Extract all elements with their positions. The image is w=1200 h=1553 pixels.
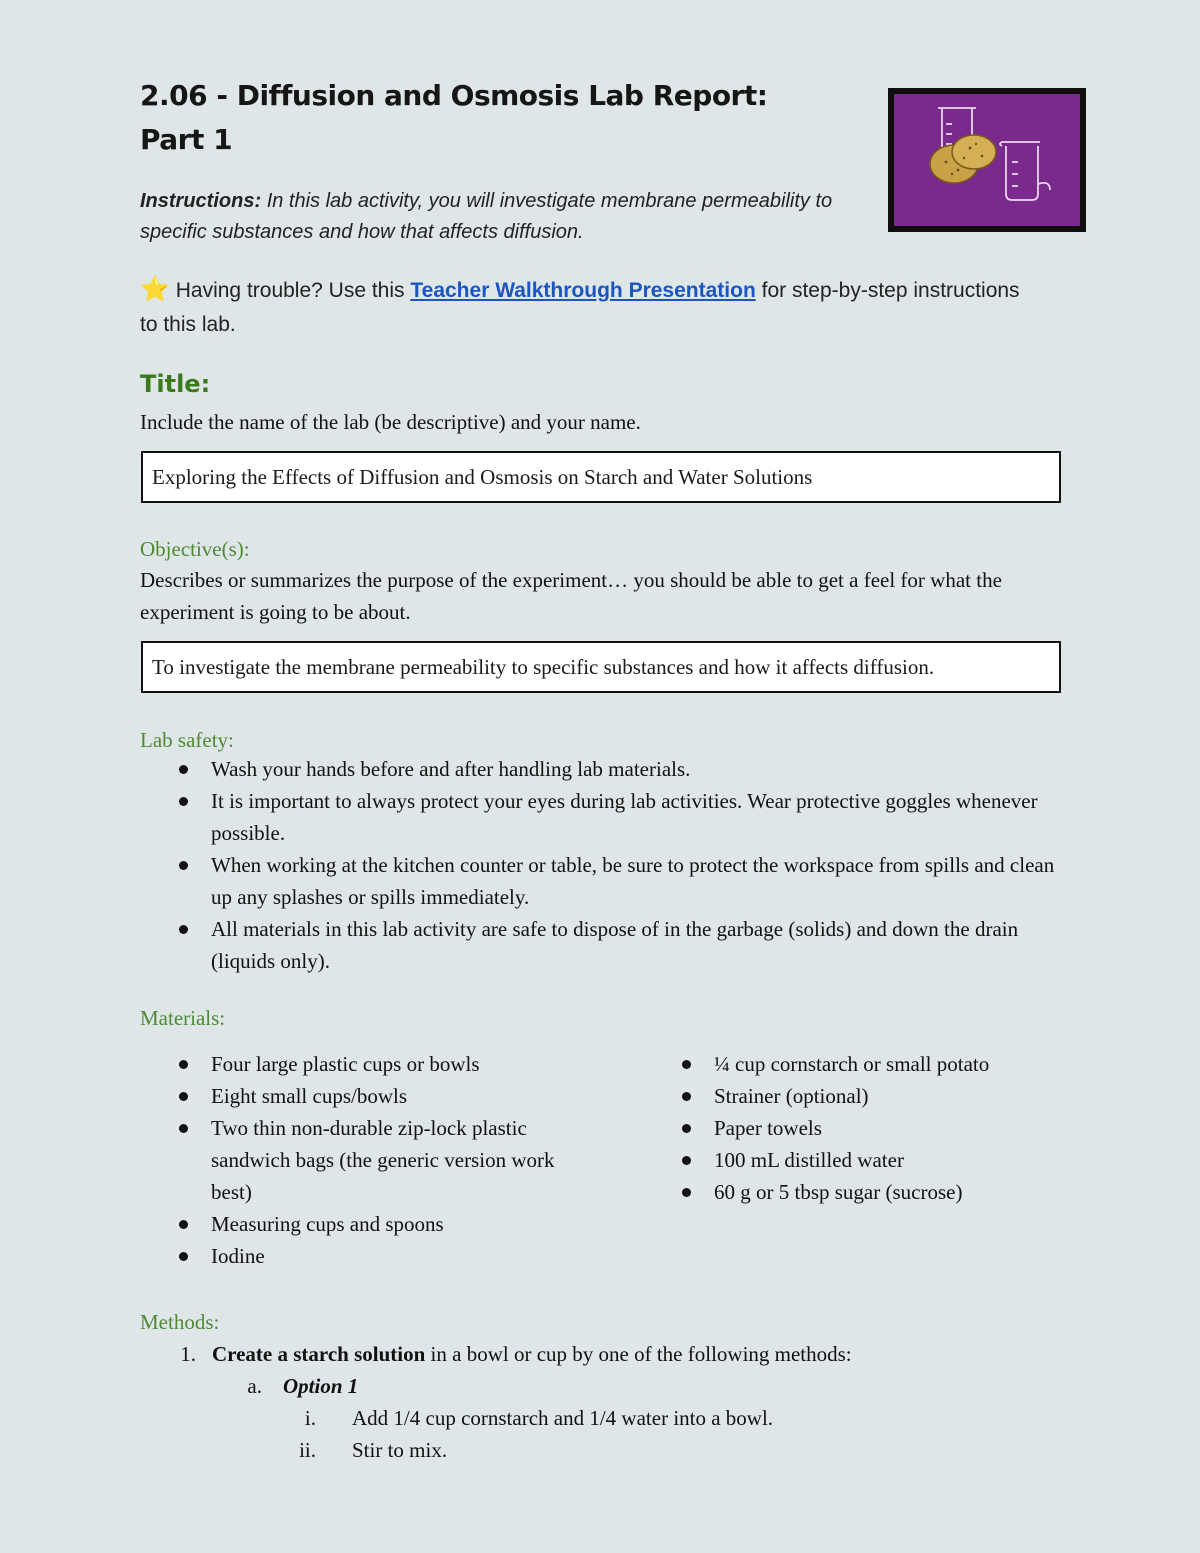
step-1-text: in a bowl or cup by one of the following methods: <box>430 1342 852 1366</box>
material-item: Strainer (optional) <box>643 1080 1063 1112</box>
page-title-line2: Part 1 <box>140 123 233 156</box>
material-item: ¼ cup cornstarch or small potato <box>643 1048 1063 1080</box>
safety-list <box>140 753 1060 977</box>
step-1-bold: Create a starch solution <box>212 1342 426 1366</box>
material-item: Four large plastic cups or bowls <box>140 1048 560 1080</box>
substep-text: Stir to mix. <box>352 1438 448 1462</box>
page-title-line1: 2.06 - Diffusion and Osmosis Lab Report: <box>140 79 768 112</box>
title-prompt: Include the name of the lab (be descriptive) and your name. <box>140 410 641 434</box>
material-item: Measuring cups and spoons <box>140 1208 560 1240</box>
safety-heading: Lab safety: <box>140 728 234 752</box>
material-item: Paper towels <box>643 1112 1063 1144</box>
step-number: 1. <box>180 1342 196 1366</box>
safety-item: Wash your hands before and after handling lab materials. <box>140 753 1060 785</box>
option-label: Option 1 <box>283 1374 359 1398</box>
help-prefix: Having trouble? Use this <box>175 279 405 302</box>
substep-marker: i. <box>304 1406 316 1430</box>
title-heading: Title: <box>140 370 211 398</box>
safety-item: All materials in this lab activity are safe to dispose of in the garbage (solids) and down the drain (liquids only). <box>140 913 1060 977</box>
potatoes-beakers-image <box>888 88 1086 232</box>
substep-text: Add 1/4 cup cornstarch and 1/4 water into a bowl. <box>352 1406 774 1430</box>
help-suffix: for step-by-step instructions to this lab. <box>140 279 1020 336</box>
instructions <box>140 186 840 248</box>
safety-item: It is important to always protect your eyes during lab activities. Wear protective goggles whenever possible. <box>140 785 1060 849</box>
potatoes-and-beakers-icon <box>894 94 1080 226</box>
page-title <box>140 74 860 162</box>
substep-marker: ii. <box>299 1438 316 1462</box>
option-letter: a. <box>247 1374 262 1398</box>
material-item: 60 g or 5 tbsp sugar (sucrose) <box>643 1176 1063 1208</box>
instructions-text: In this lab activity, you will investigate membrane permeability to specific substances and how that affects diffusion. <box>140 190 833 243</box>
materials-list-left <box>140 1048 560 1272</box>
star-icon: ⭐ <box>140 276 170 303</box>
material-item: Iodine <box>140 1240 560 1272</box>
material-item: 100 mL distilled water <box>643 1144 1063 1176</box>
teacher-walkthrough-link[interactable]: Teacher Walkthrough Presentation <box>410 279 756 302</box>
methods-heading: Methods: <box>140 1310 220 1334</box>
objective-heading: Objective(s): <box>140 537 250 561</box>
material-item: Eight small cups/bowls <box>140 1080 560 1112</box>
material-item: Two thin non-durable zip-lock plastic sandwich bags (the generic version work best) <box>140 1112 560 1208</box>
safety-item: When working at the kitchen counter or table, be sure to protect the workspace from spills and clean up any splashes or spills immediately. <box>140 849 1060 913</box>
objective-prompt: Describes or summarizes the purpose of the experiment… you should be able to get a feel for what the experiment is going to be about. <box>140 568 1002 624</box>
title-answer-field[interactable]: Exploring the Effects of Diffusion and Osmosis on Starch and Water Solutions <box>141 451 1061 503</box>
instructions-label: Instructions: <box>140 190 262 212</box>
materials-heading: Materials: <box>140 1006 226 1030</box>
objective-answer-field[interactable]: To investigate the membrane permeability to specific substances and how it affects diffusion. <box>141 641 1061 693</box>
help-line <box>140 273 1040 342</box>
materials-list-right <box>643 1048 1063 1208</box>
